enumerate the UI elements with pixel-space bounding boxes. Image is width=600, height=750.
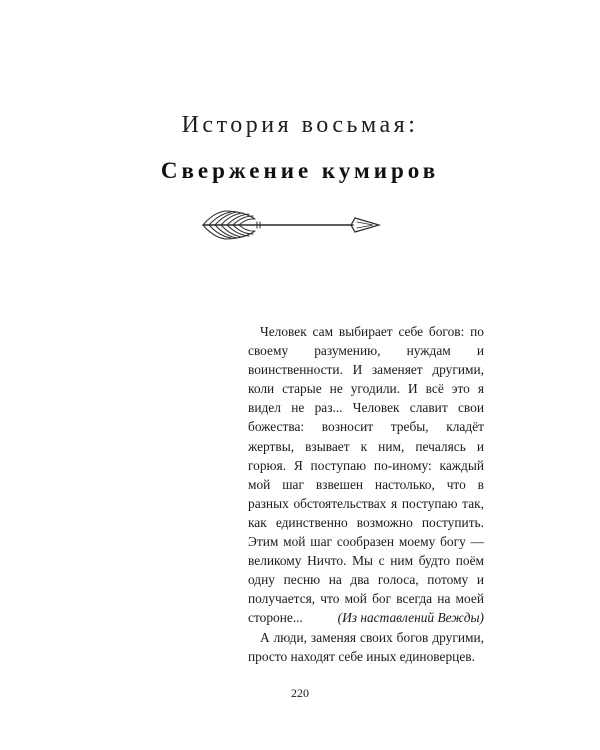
epigraph-paragraph: А люди, заменяя своих богов другими, просто находят себе иных единоверцев. [248, 629, 484, 664]
page-number: 220 [291, 686, 309, 700]
arrow-icon [195, 205, 385, 245]
chapter-title: История восьмая: [181, 112, 419, 138]
epigraph-paragraph: Человек сам выбирает себе богов: по своему разумению, нуждам и воинственности. И заменяет другими, коли старые не угодили. И всё это я видел не раз... Человек славит свои божества: возносит требы, кладёт жертвы, взывает к ним, печалясь и горюя. Я поступаю по-иному: каждый мой шаг взвешен настолько, что в разных обстоятельствах я поступаю так, как единственно возможно поступить. Этим мой шаг сообразен моему богу — великому Ничто. Мы с ним будто поём одну песню на два голоса, потому и получается, что мой бог всегда на моей стороне... [248, 324, 484, 626]
epigraph-source: (Из наставлений Вежды) [337, 610, 484, 625]
chapter-subtitle: Свержение кумиров [160, 158, 440, 183]
